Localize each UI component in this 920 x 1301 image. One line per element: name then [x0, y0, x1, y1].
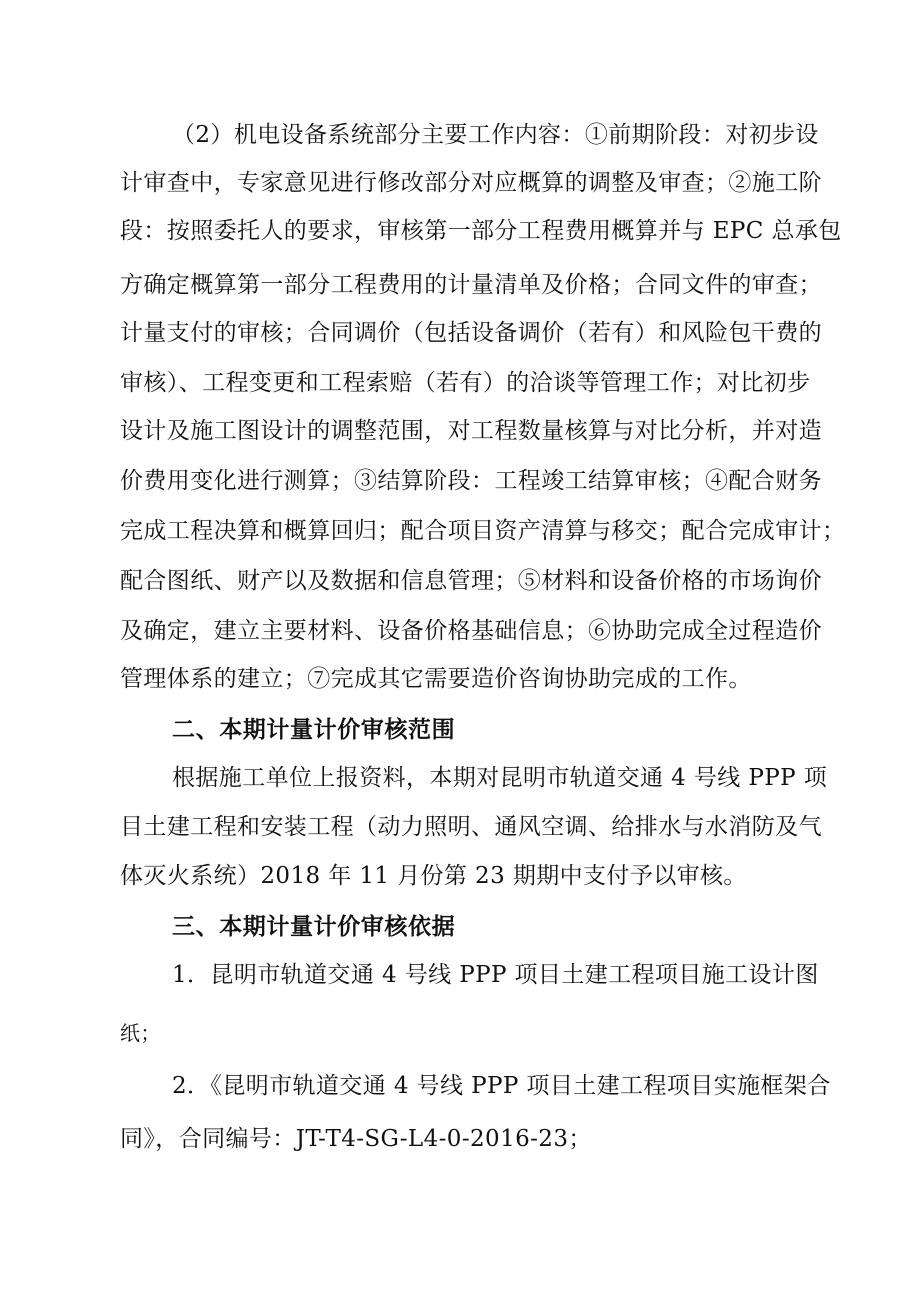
text-line: 管理体系的建立；⑦完成其它需要造价咨询协助完成的工作。 [120, 666, 752, 692]
text-line: 段：按照委托人的要求，审核第一部分工程费用概算并与 EPC 总承包 [120, 218, 842, 244]
text-line: 及确定，建立主要材料、设备价格基础信息；⑥协助完成全过程造价 [120, 618, 822, 644]
text-line: 根据施工单位上报资料，本期对昆明市轨道交通 4 号线 PPP 项 [172, 765, 828, 791]
text-line: 计量支付的审核；合同调价（包括设备调价（若有）和风险包干费的 [120, 320, 822, 346]
text-line: 计审查中，专家意见进行修改部分对应概算的调整及审查；②施工阶 [120, 170, 822, 196]
text-line: 同》，合同编号：JT-T4-SG-L4-0-2016-23； [120, 1126, 592, 1152]
section-heading-scope: 二、本期计量计价审核范围 [172, 717, 456, 743]
text-line: 目土建工程和安装工程（动力照明、通风空调、给排水与水消防及气 [120, 814, 822, 840]
text-line: （2）机电设备系统部分主要工作内容：①前期阶段：对初步设 [172, 122, 819, 148]
text-line: 配合图纸、财产以及数据和信息管理；⑤材料和设备价格的市场询价 [120, 568, 822, 594]
text-line: 方确定概算第一部分工程费用的计量清单及价格；合同文件的审查； [120, 272, 822, 298]
text-line: 1．昆明市轨道交通 4 号线 PPP 项目土建工程项目施工设计图 [172, 962, 819, 988]
text-line: 纸； [120, 1021, 161, 1045]
text-line: 完成工程决算和概算回归；配合项目资产清算与移交；配合完成审计； [120, 518, 846, 544]
text-line: 价费用变化进行测算；③结算阶段：工程竣工结算审核；④配合财务 [120, 468, 822, 494]
text-line: 设计及施工图设计的调整范围，对工程数量核算与对比分析，并对造 [120, 418, 822, 444]
text-line: 2．《昆明市轨道交通 4 号线 PPP 项目土建工程项目实施框架合 [172, 1073, 831, 1099]
text-line: 体灭火系统）2018 年 11 月份第 23 期期中支付予以审核。 [120, 863, 747, 889]
section-heading-basis: 三、本期计量计价审核依据 [172, 914, 456, 940]
text-line: 审核）、工程变更和工程索赔（若有）的洽谈等管理工作；对比初步 [120, 370, 811, 396]
